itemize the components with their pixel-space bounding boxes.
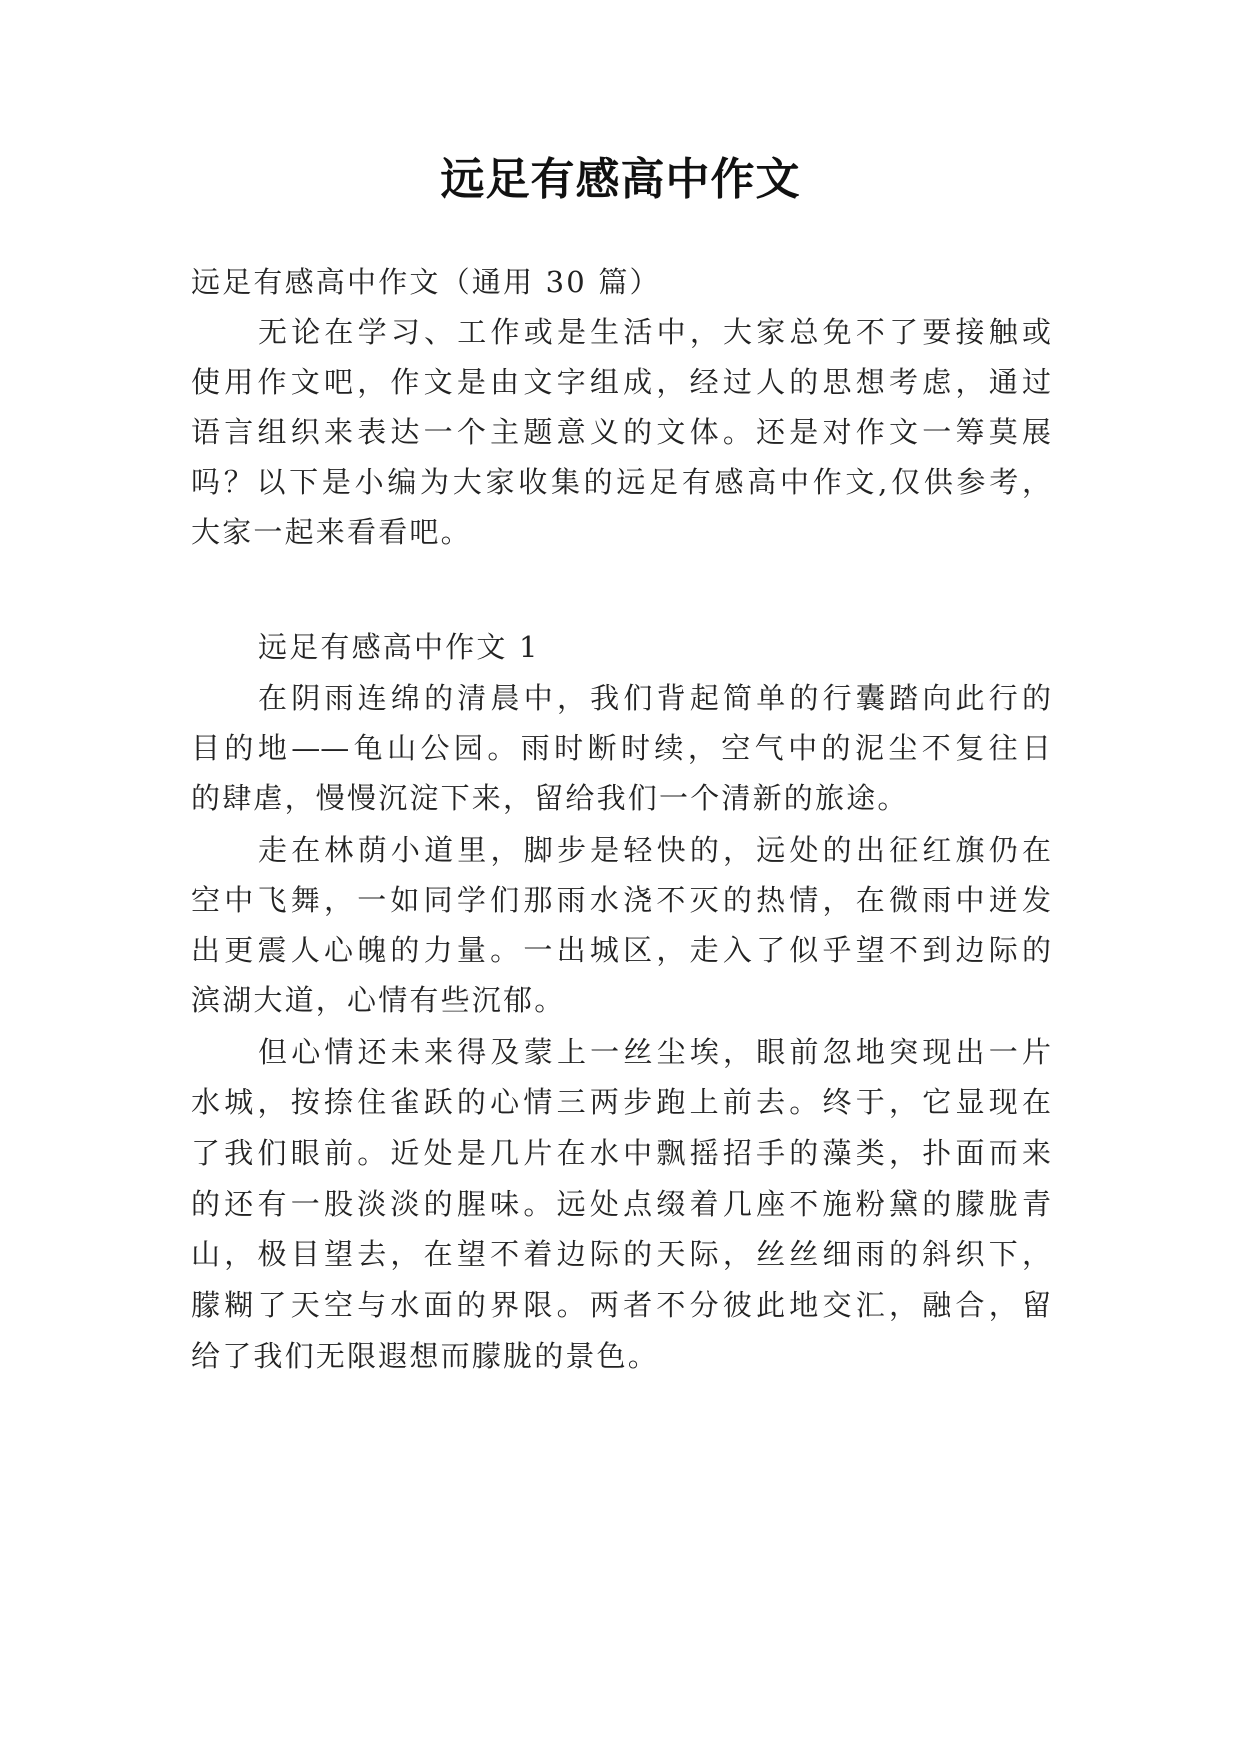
paragraph-line: 出更震人心魄的力量。一出城区，走入了似乎望不到边际的: [191, 933, 1051, 967]
paragraph-line: 但心情还未来得及蒙上一丝尘埃，眼前忽地突现出一片: [258, 1035, 1051, 1069]
paragraph-line: 了我们眼前。近处是几片在水中飘摇招手的藻类，扑面而来: [191, 1136, 1051, 1170]
document-title: 远足有感高中作文: [440, 154, 801, 205]
paragraph-line: 的还有一股淡淡的腥味。远处点缀着几座不施粉黛的朦胧青: [191, 1187, 1051, 1221]
document-subtitle: 远足有感高中作文（通用 30 篇）: [191, 265, 661, 299]
paragraph-line: 目的地——龟山公园。雨时断时续，空气中的泥尘不复往日: [191, 731, 1051, 765]
paragraph-line: 在阴雨连绵的清晨中，我们背起简单的行囊踏向此行的: [258, 681, 1051, 715]
paragraph-line: 给了我们无限遐想而朦胧的景色。: [191, 1339, 660, 1373]
paragraph-line: 滨湖大道，心情有些沉郁。: [191, 983, 566, 1017]
section-heading: 远足有感高中作文 1: [258, 630, 540, 664]
paragraph-line: 空中飞舞，一如同学们那雨水浇不灭的热情，在微雨中迸发: [191, 883, 1051, 917]
paragraph-line: 的肆虐，慢慢沉淀下来，留给我们一个清新的旅途。: [191, 781, 909, 815]
intro-line: 无论在学习、工作或是生活中，大家总免不了要接触或: [258, 315, 1051, 349]
intro-line: 使用作文吧，作文是由文字组成，经过人的思想考虑，通过: [191, 365, 1051, 399]
paragraph-line: 水城，按捺住雀跃的心情三两步跑上前去。终于，它显现在: [191, 1085, 1051, 1119]
intro-line: 大家一起来看看吧。: [191, 515, 472, 549]
intro-line: 吗？以下是小编为大家收集的远足有感高中作文,仅供参考，: [191, 465, 1051, 499]
paragraph-line: 山，极目望去，在望不着边际的天际，丝丝细雨的斜织下，: [191, 1237, 1051, 1271]
paragraph-line: 走在林荫小道里，脚步是轻快的，远处的出征红旗仍在: [258, 833, 1051, 867]
intro-line: 语言组织来表达一个主题意义的文体。还是对作文一筹莫展: [191, 415, 1051, 449]
paragraph-line: 朦糊了天空与水面的界限。两者不分彼此地交汇，融合，留: [191, 1288, 1051, 1322]
